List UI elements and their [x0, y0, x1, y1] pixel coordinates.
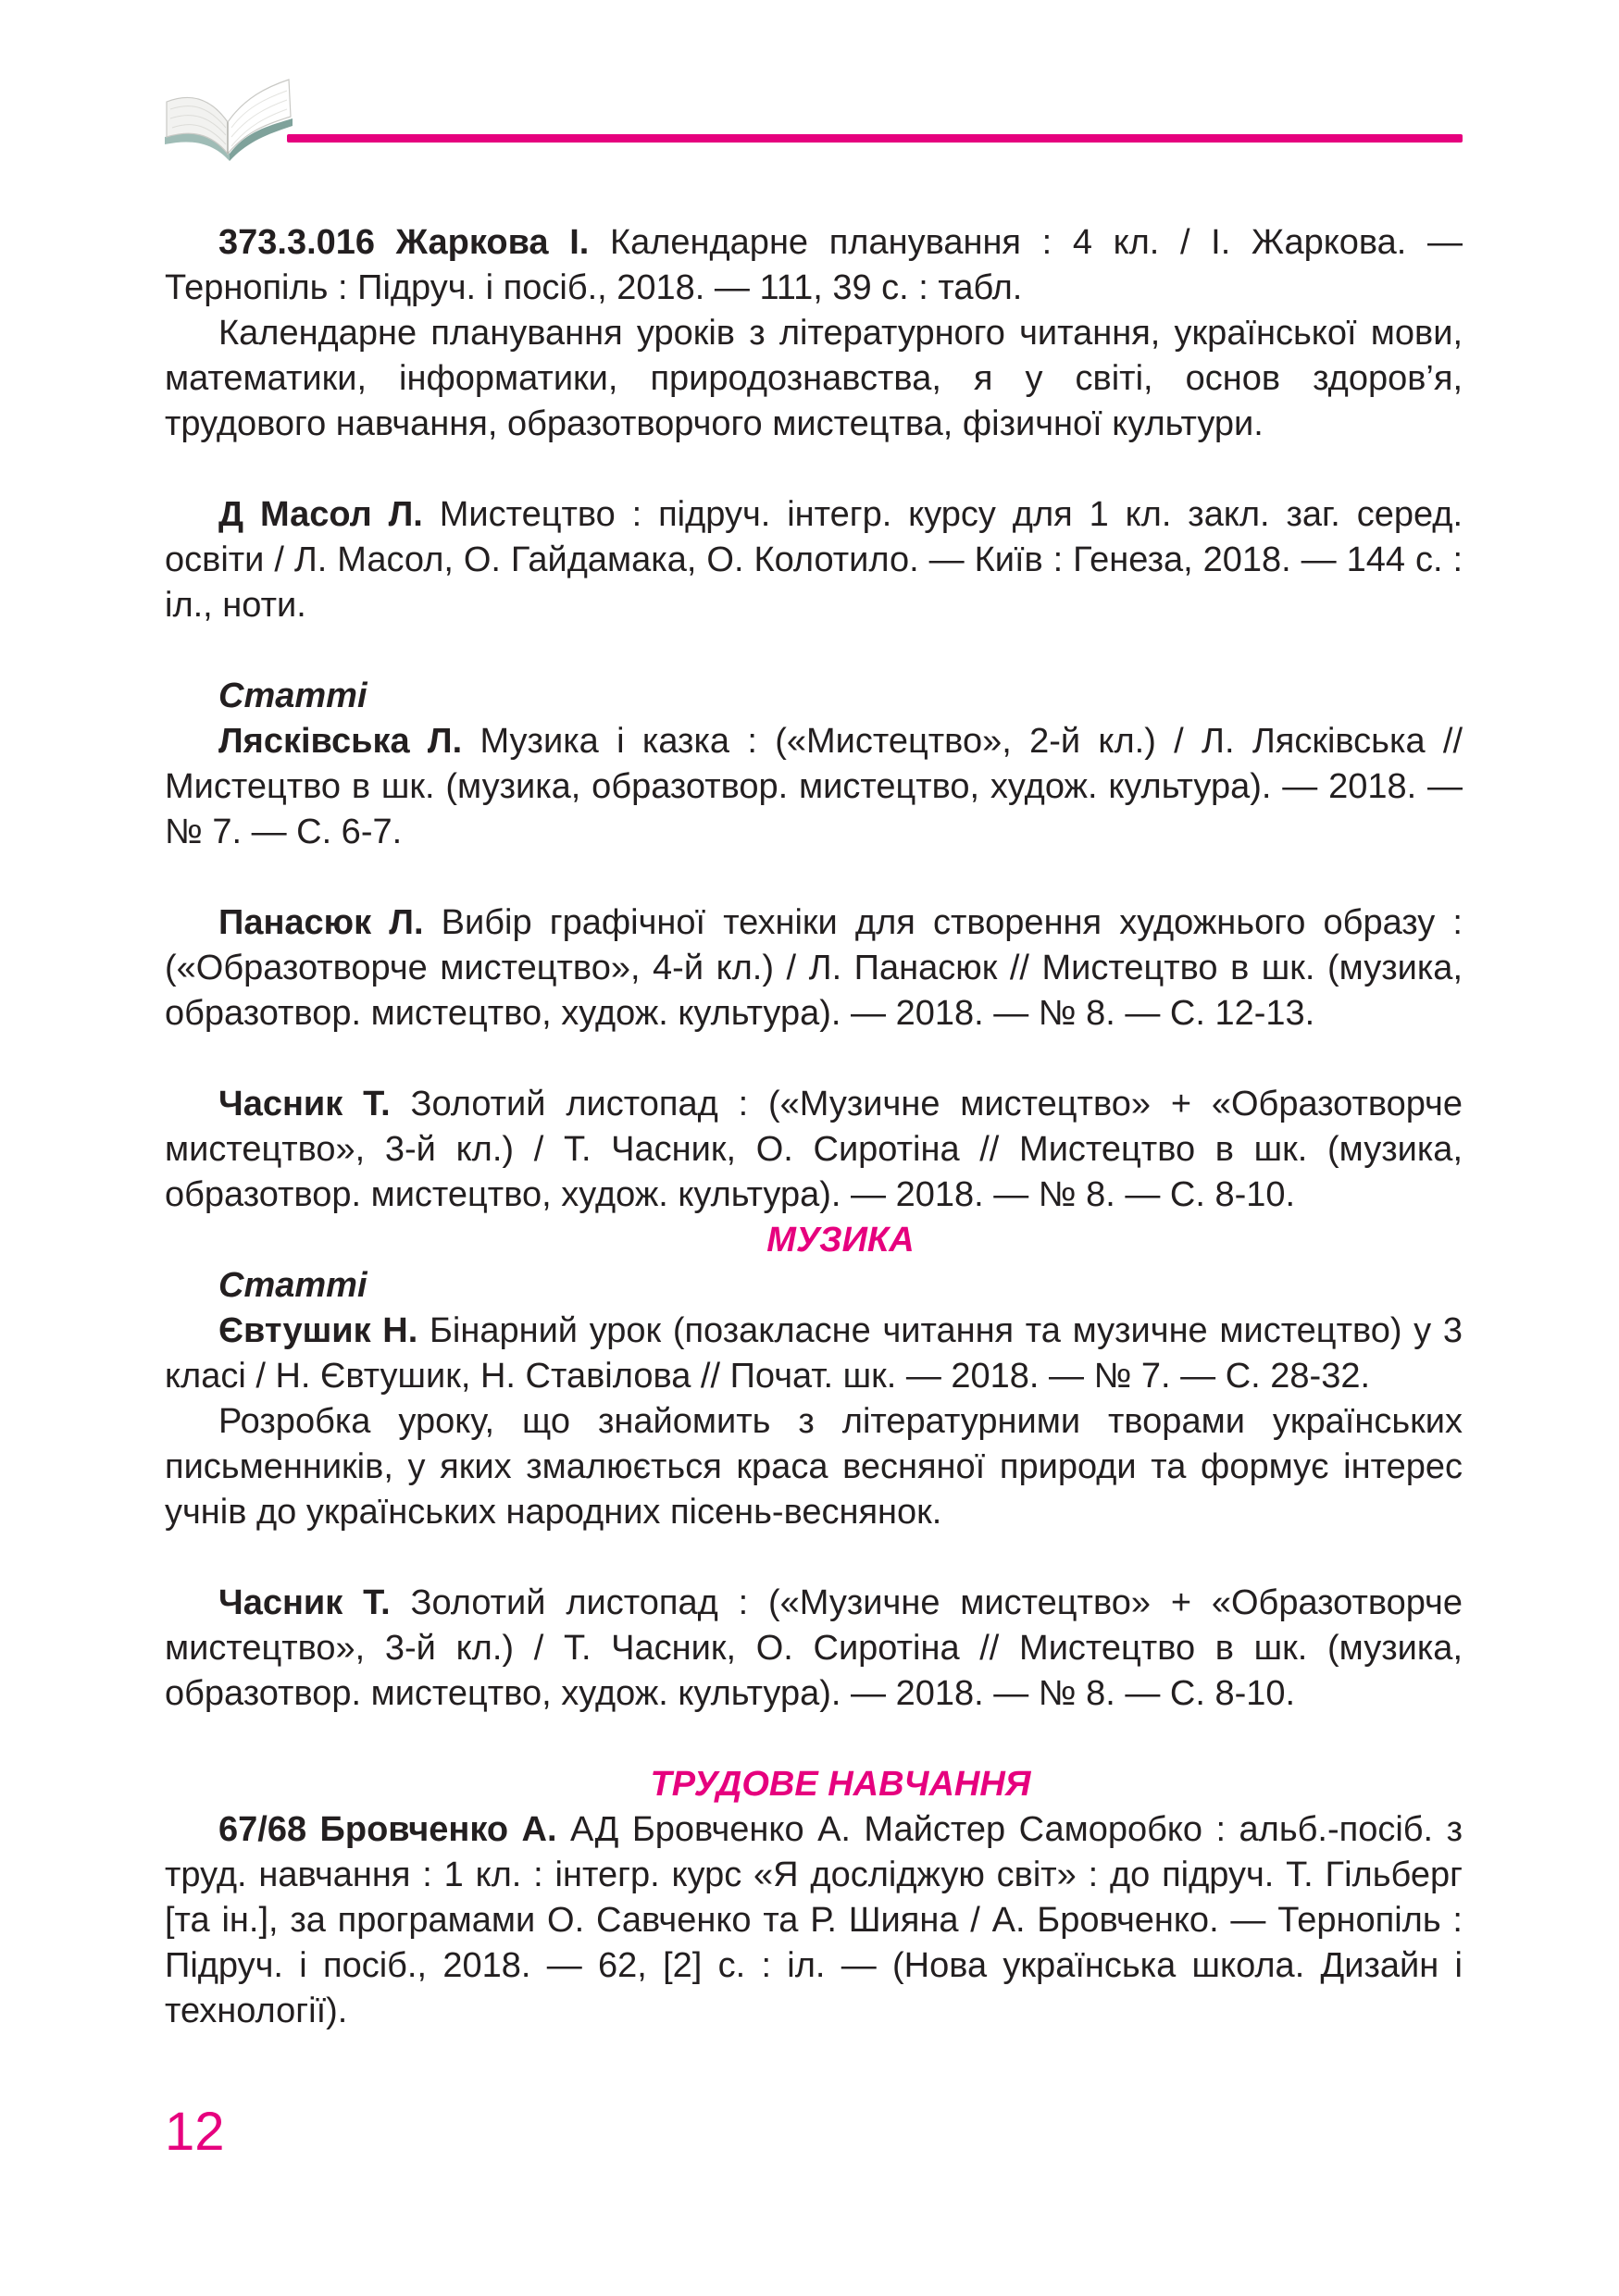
bib-entry — [165, 1082, 1463, 1218]
entry-text: Вибір графічної техніки для створення художнього образу : («Образотворче мистецтво», 4-й кл.) / Л. Панасюк // Мистецтво в шк. (музика, образотвор. мистецтво, худож. культура). — 2018. — № 8. — С. 12-13. — [165, 903, 1463, 1033]
bib-entry — [165, 220, 1463, 447]
entry-lead: Часник Т. — [218, 1583, 391, 1622]
entry-lead: Панасюк Л. — [218, 903, 424, 942]
section-heading-music: МУЗИКА — [766, 1221, 915, 1260]
entry-text: Календарне планування : 4 кл. / І. Жаркова. — Тернопіль : Підруч. і посіб., 2018. — 111, 39 с. : табл. — [165, 223, 1463, 307]
section-heading-labor: ТРУДОВЕ НАВЧАННЯ — [650, 1765, 1031, 1804]
entry-lead: Євтушик Н. — [218, 1311, 418, 1350]
bib-entry — [165, 1807, 1463, 2034]
entry-text: АД Бровченко А. Майстер Саморобко : альб.-посіб. з труд. навчання : 1 кл. : інтегр. курс «Я досліджую світ» : до підруч. Т. Гільберг [та ін.], за програмами О. Савченко та Р. Шияна / А. Бровченко. — Тернопіль : Підруч. і посіб., 2018. — 62, [2] с. : іл. — (Нова українська школа. Дизайн і технології). — [165, 1810, 1463, 2030]
bibliography-list — [165, 220, 1463, 2034]
entry-text: Золотий листопад : («Музичне мистецтво» + «Образотворче мистецтво», 3-й кл.) / Т. Часник, О. Сиротіна // Мистецтво в шк. (музика, образотвор. мистецтво, худож. культура). — 2018. — № 8. — С. 8-10. — [165, 1085, 1463, 1214]
bib-entry — [165, 1581, 1463, 1717]
entry-text: Мистецтво : підруч. інтегр. курсу для 1 кл. закл. заг. серед. освіти / Л. Масол, О. Гайдамака, О. Колотило. — Київ : Генеза, 2018. — 144 с. : іл., ноти. — [165, 495, 1463, 625]
entry-annotation: Розробка уроку, що знайомить з літературними творами українських письменників, у яких змалюється краса весняної природи та формує інтерес учнів до українських народних пісень-веснянок. — [165, 1402, 1463, 1532]
bib-entry — [165, 1309, 1463, 1535]
entry-lead: 373.3.016 Жаркова І. — [218, 223, 590, 262]
entry-text: Музика і казка : («Мистецтво», 2-й кл.) / Л. Лясківська // Мистецтво в шк. (музика, образотвор. мистецтво, худож. культура). — 2018. — № 7. — С. 6-7. — [165, 722, 1463, 851]
open-book-icon — [157, 65, 296, 168]
subheading: Статті — [218, 1266, 367, 1305]
entry-lead: Лясківська Л. — [218, 722, 463, 761]
entry-annotation: Календарне планування уроків з літературного читання, української мови, математики, інформатики, природознавства, я у світі, основ здоров’я, трудового навчання, образотворчого мистецтва, фізичної культури. — [165, 314, 1463, 443]
entry-text: Золотий листопад : («Музичне мистецтво» + «Образотворче мистецтво», 3-й кл.) / Т. Часник, О. Сиротіна // Мистецтво в шк. (музика, образотвор. мистецтво, худож. культура). — 2018. — № 8. — С. 8-10. — [165, 1583, 1463, 1713]
bib-entry — [165, 900, 1463, 1036]
entry-lead: Д Масол Л. — [218, 495, 423, 534]
page-number: 12 — [165, 2102, 225, 2162]
bib-entry — [165, 719, 1463, 855]
bib-entry — [165, 492, 1463, 628]
entry-lead: Часник Т. — [218, 1085, 391, 1123]
entry-lead: 67/68 Бровченко А. — [218, 1810, 557, 1849]
header-rule — [287, 134, 1463, 143]
entry-text: Бінарний урок (позакласне читання та музичне мистецтво) у 3 класі / Н. Євтушик, Н. Ставілова // Почат. шк. — 2018. — № 7. — С. 28-32. — [165, 1311, 1463, 1396]
subheading: Статті — [218, 676, 367, 715]
